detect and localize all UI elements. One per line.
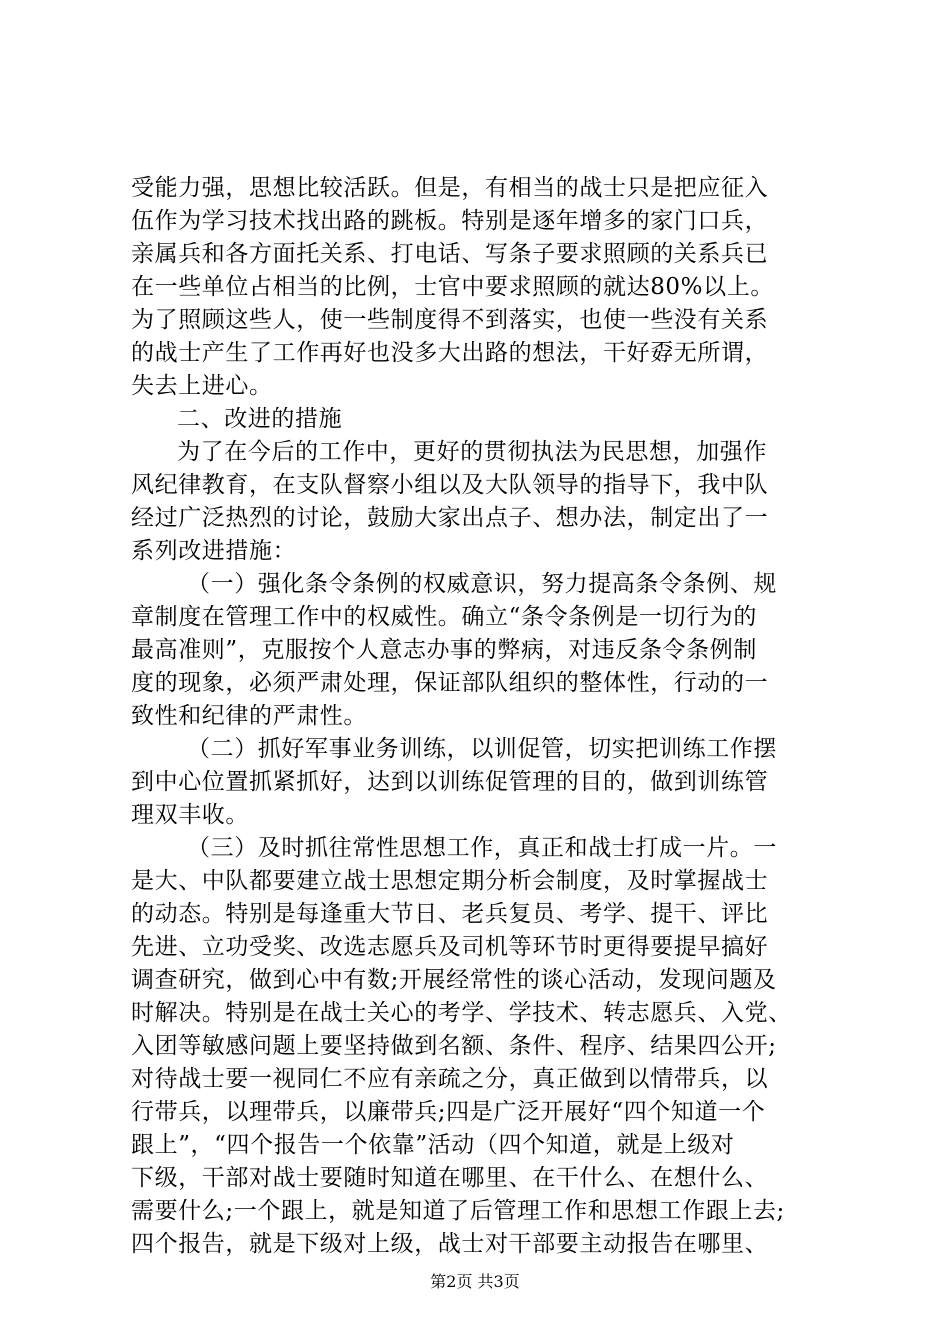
text-line: 理双丰收。 (131, 802, 249, 828)
page-footer (0, 1272, 950, 1292)
text-line: 最高准则”，克服按个人意志办事的弊病，对违反条令条例制 (131, 637, 757, 663)
text-line: 系列改进措施： (131, 538, 297, 564)
text-line: 四个报告，就是下级对上级，战士对干部要主动报告在哪里、 (131, 1231, 769, 1257)
text-line: 亲属兵和各方面托关系、打电话、写条子要求照顾的关系兵已 (131, 241, 769, 267)
text-line: 度的现象，必须严肃处理，保证部队组织的整体性，行动的一 (131, 670, 769, 696)
text-line: 章制度在管理工作中的权威性。确立“条令条例是一切行为的 (131, 604, 757, 630)
section-heading: 二、改进的措施 (177, 406, 343, 432)
document-body (131, 172, 831, 1261)
text-line: 经过广泛热烈的讨论，鼓励大家出点子、想办法，制定出了一 (131, 505, 769, 531)
text-line: （一）强化条令条例的权威意识，努力提高条令条例、规 (187, 571, 777, 597)
text-line: 到中心位置抓紧抓好，达到以训练促管理的目的，做到训练管 (131, 769, 769, 795)
text-line: 对待战士要一视同仁不应有亲疏之分，真正做到以情带兵，以 (131, 1066, 769, 1092)
text-line: 行带兵，以理带兵，以廉带兵;四是广泛开展好“四个知道一个 (131, 1099, 766, 1125)
text-line: 需要什么;一个跟上，就是知道了后管理工作和思想工作跟上去; (131, 1198, 785, 1224)
text-line: （三）及时抓往常性思想工作，真正和战士打成一片。一 (187, 835, 777, 861)
text-line: 入团等敏感问题上要坚持做到名额、条件、程序、结果四公开; (131, 1033, 777, 1059)
text-line: 是大、中队都要建立战士思想定期分析会制度，及时掌握战士 (131, 868, 769, 894)
text-line: 失去上进心。 (131, 373, 273, 399)
text-line: 跟上”，“四个报告一个依靠”活动（四个知道，就是上级对 (131, 1132, 735, 1158)
text-line: 的战士产生了工作再好也没多大出路的想法，干好孬无所谓， (131, 340, 769, 366)
text-line: 伍作为学习技术找出路的跳板。特别是逐年增多的家门口兵， (131, 208, 769, 234)
text-line: 为了照顾这些人，使一些制度得不到落实，也使一些没有关系 (131, 307, 769, 333)
text-line: 风纪律教育，在支队督察小组以及大队领导的指导下，我中队 (131, 472, 769, 498)
text-line: （二）抓好军事业务训练，以训促管，切实把训练工作摆 (187, 736, 777, 762)
text-line: 致性和纪律的严肃性。 (131, 703, 367, 729)
page-number-label: 第2页 共3页 (430, 1272, 520, 1291)
text-line: 在一些单位占相当的比例，士官中要求照顾的就达80%以上。 (131, 274, 774, 300)
text-line: 为了在今后的工作中，更好的贯彻执法为民思想，加强作 (177, 439, 767, 465)
text-line: 调查研究，做到心中有数;开展经常性的谈心活动，发现问题及 (131, 967, 777, 993)
text-line: 受能力强，思想比较活跃。但是，有相当的战士只是把应征入 (131, 175, 769, 201)
text-line: 时解决。特别是在战士关心的考学、学技术、转志愿兵、入党、 (131, 1000, 792, 1026)
text-line: 先进、立功受奖、改选志愿兵及司机等环节时更得要提早搞好 (131, 934, 769, 960)
text-line: 下级，干部对战士要随时知道在哪里、在干什么、在想什么、 (131, 1165, 769, 1191)
text-line: 的动态。特别是每逢重大节日、老兵复员、考学、提干、评比 (131, 901, 769, 927)
